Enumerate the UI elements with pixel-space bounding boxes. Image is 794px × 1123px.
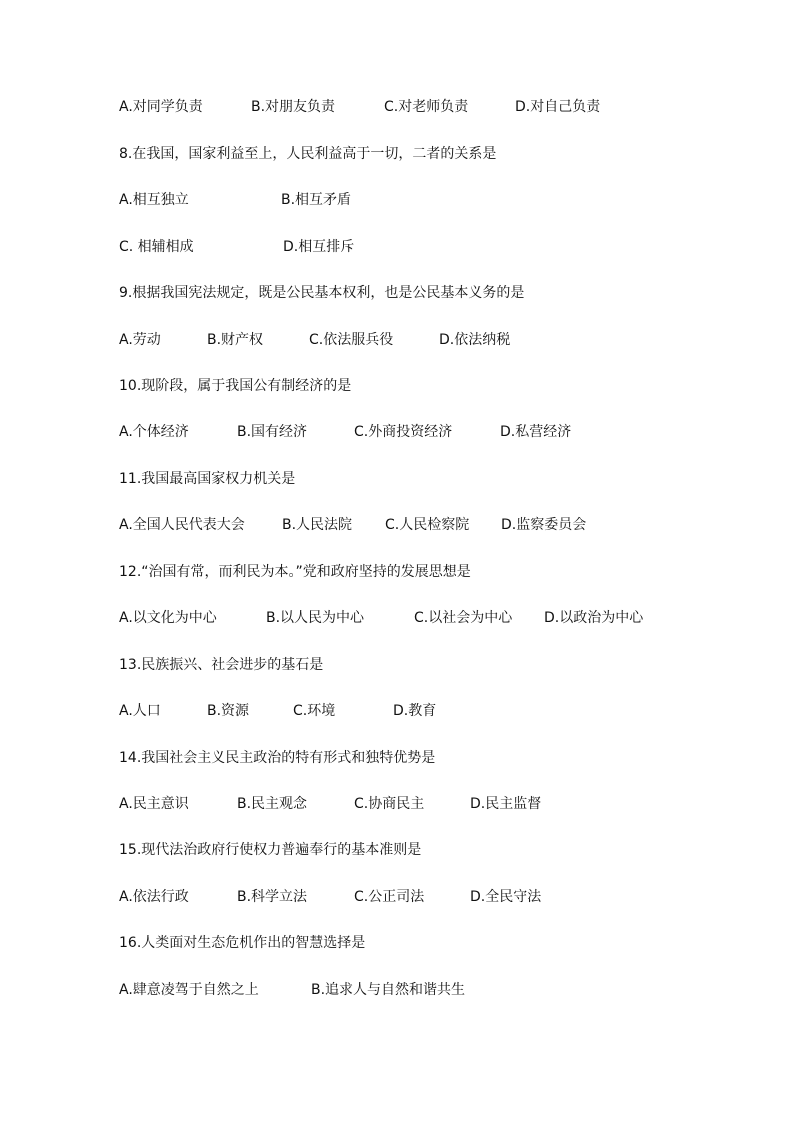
option-d: D.民主监督 [470, 796, 542, 812]
option-b: B.资源 [207, 703, 250, 719]
question-stem: 12.“治国有常，而利民为本。”党和政府坚持的发展思想是 [119, 564, 471, 580]
option-d: D.对自己负责 [515, 99, 601, 115]
option-d: D.依法纳税 [439, 332, 511, 348]
option-b: B.民主观念 [237, 796, 308, 812]
option-c: C.环境 [293, 703, 336, 719]
option-a: A.劳动 [119, 332, 161, 348]
option-b: B.科学立法 [237, 889, 308, 905]
option-b: B.对朋友负责 [251, 99, 336, 115]
option-b: B.追求人与自然和谐共生 [311, 982, 466, 998]
option-c: C.公正司法 [354, 889, 425, 905]
option-a: A.肆意凌驾于自然之上 [119, 982, 259, 998]
question-stem: 10.现阶段，属于我国公有制经济的是 [119, 378, 352, 394]
option-a: A.对同学负责 [119, 99, 203, 115]
option-b: B.人民法院 [282, 517, 353, 533]
option-b: B.以人民为中心 [266, 610, 365, 626]
question-stem: 14.我国社会主义民主政治的特有形式和独特优势是 [119, 750, 436, 766]
question-stem: 11.我国最高国家权力机关是 [119, 471, 296, 487]
option-d: D.教育 [393, 703, 437, 719]
option-a: A.个体经济 [119, 424, 189, 440]
option-b: B.财产权 [207, 332, 264, 348]
question-stem: 9.根据我国宪法规定，既是公民基本权利，也是公民基本义务的是 [119, 285, 525, 301]
question-stem: 13.民族振兴、社会进步的基石是 [119, 657, 324, 673]
option-c: C.对老师负责 [384, 99, 469, 115]
option-d: D.全民守法 [470, 889, 542, 905]
option-a: A.相互独立 [119, 192, 189, 208]
option-a: A.人口 [119, 703, 161, 719]
option-a: A.依法行政 [119, 889, 189, 905]
option-a: A.全国人民代表大会 [119, 517, 245, 533]
option-d: D.私营经济 [500, 424, 572, 440]
option-c: C.外商投资经济 [354, 424, 453, 440]
option-d: D.相互排斥 [283, 239, 355, 255]
question-stem: 15.现代法治政府行使权力普遍奉行的基本准则是 [119, 842, 422, 858]
question-stem: 16.人类面对生态危机作出的智慧选择是 [119, 935, 366, 951]
option-a: A.民主意识 [119, 796, 189, 812]
option-c: C.依法服兵役 [309, 332, 394, 348]
option-a: A.以文化为中心 [119, 610, 217, 626]
option-b: B.相互矛盾 [281, 192, 352, 208]
option-c: C.以社会为中心 [414, 610, 513, 626]
option-c: C.人民检察院 [385, 517, 470, 533]
option-c: C. 相辅相成 [119, 239, 194, 255]
question-stem: 8.在我国，国家利益至上，人民利益高于一切，二者的关系是 [119, 146, 497, 162]
option-d: D.监察委员会 [501, 517, 587, 533]
option-b: B.国有经济 [237, 424, 308, 440]
option-c: C.协商民主 [354, 796, 425, 812]
option-d: D.以政治为中心 [544, 610, 644, 626]
